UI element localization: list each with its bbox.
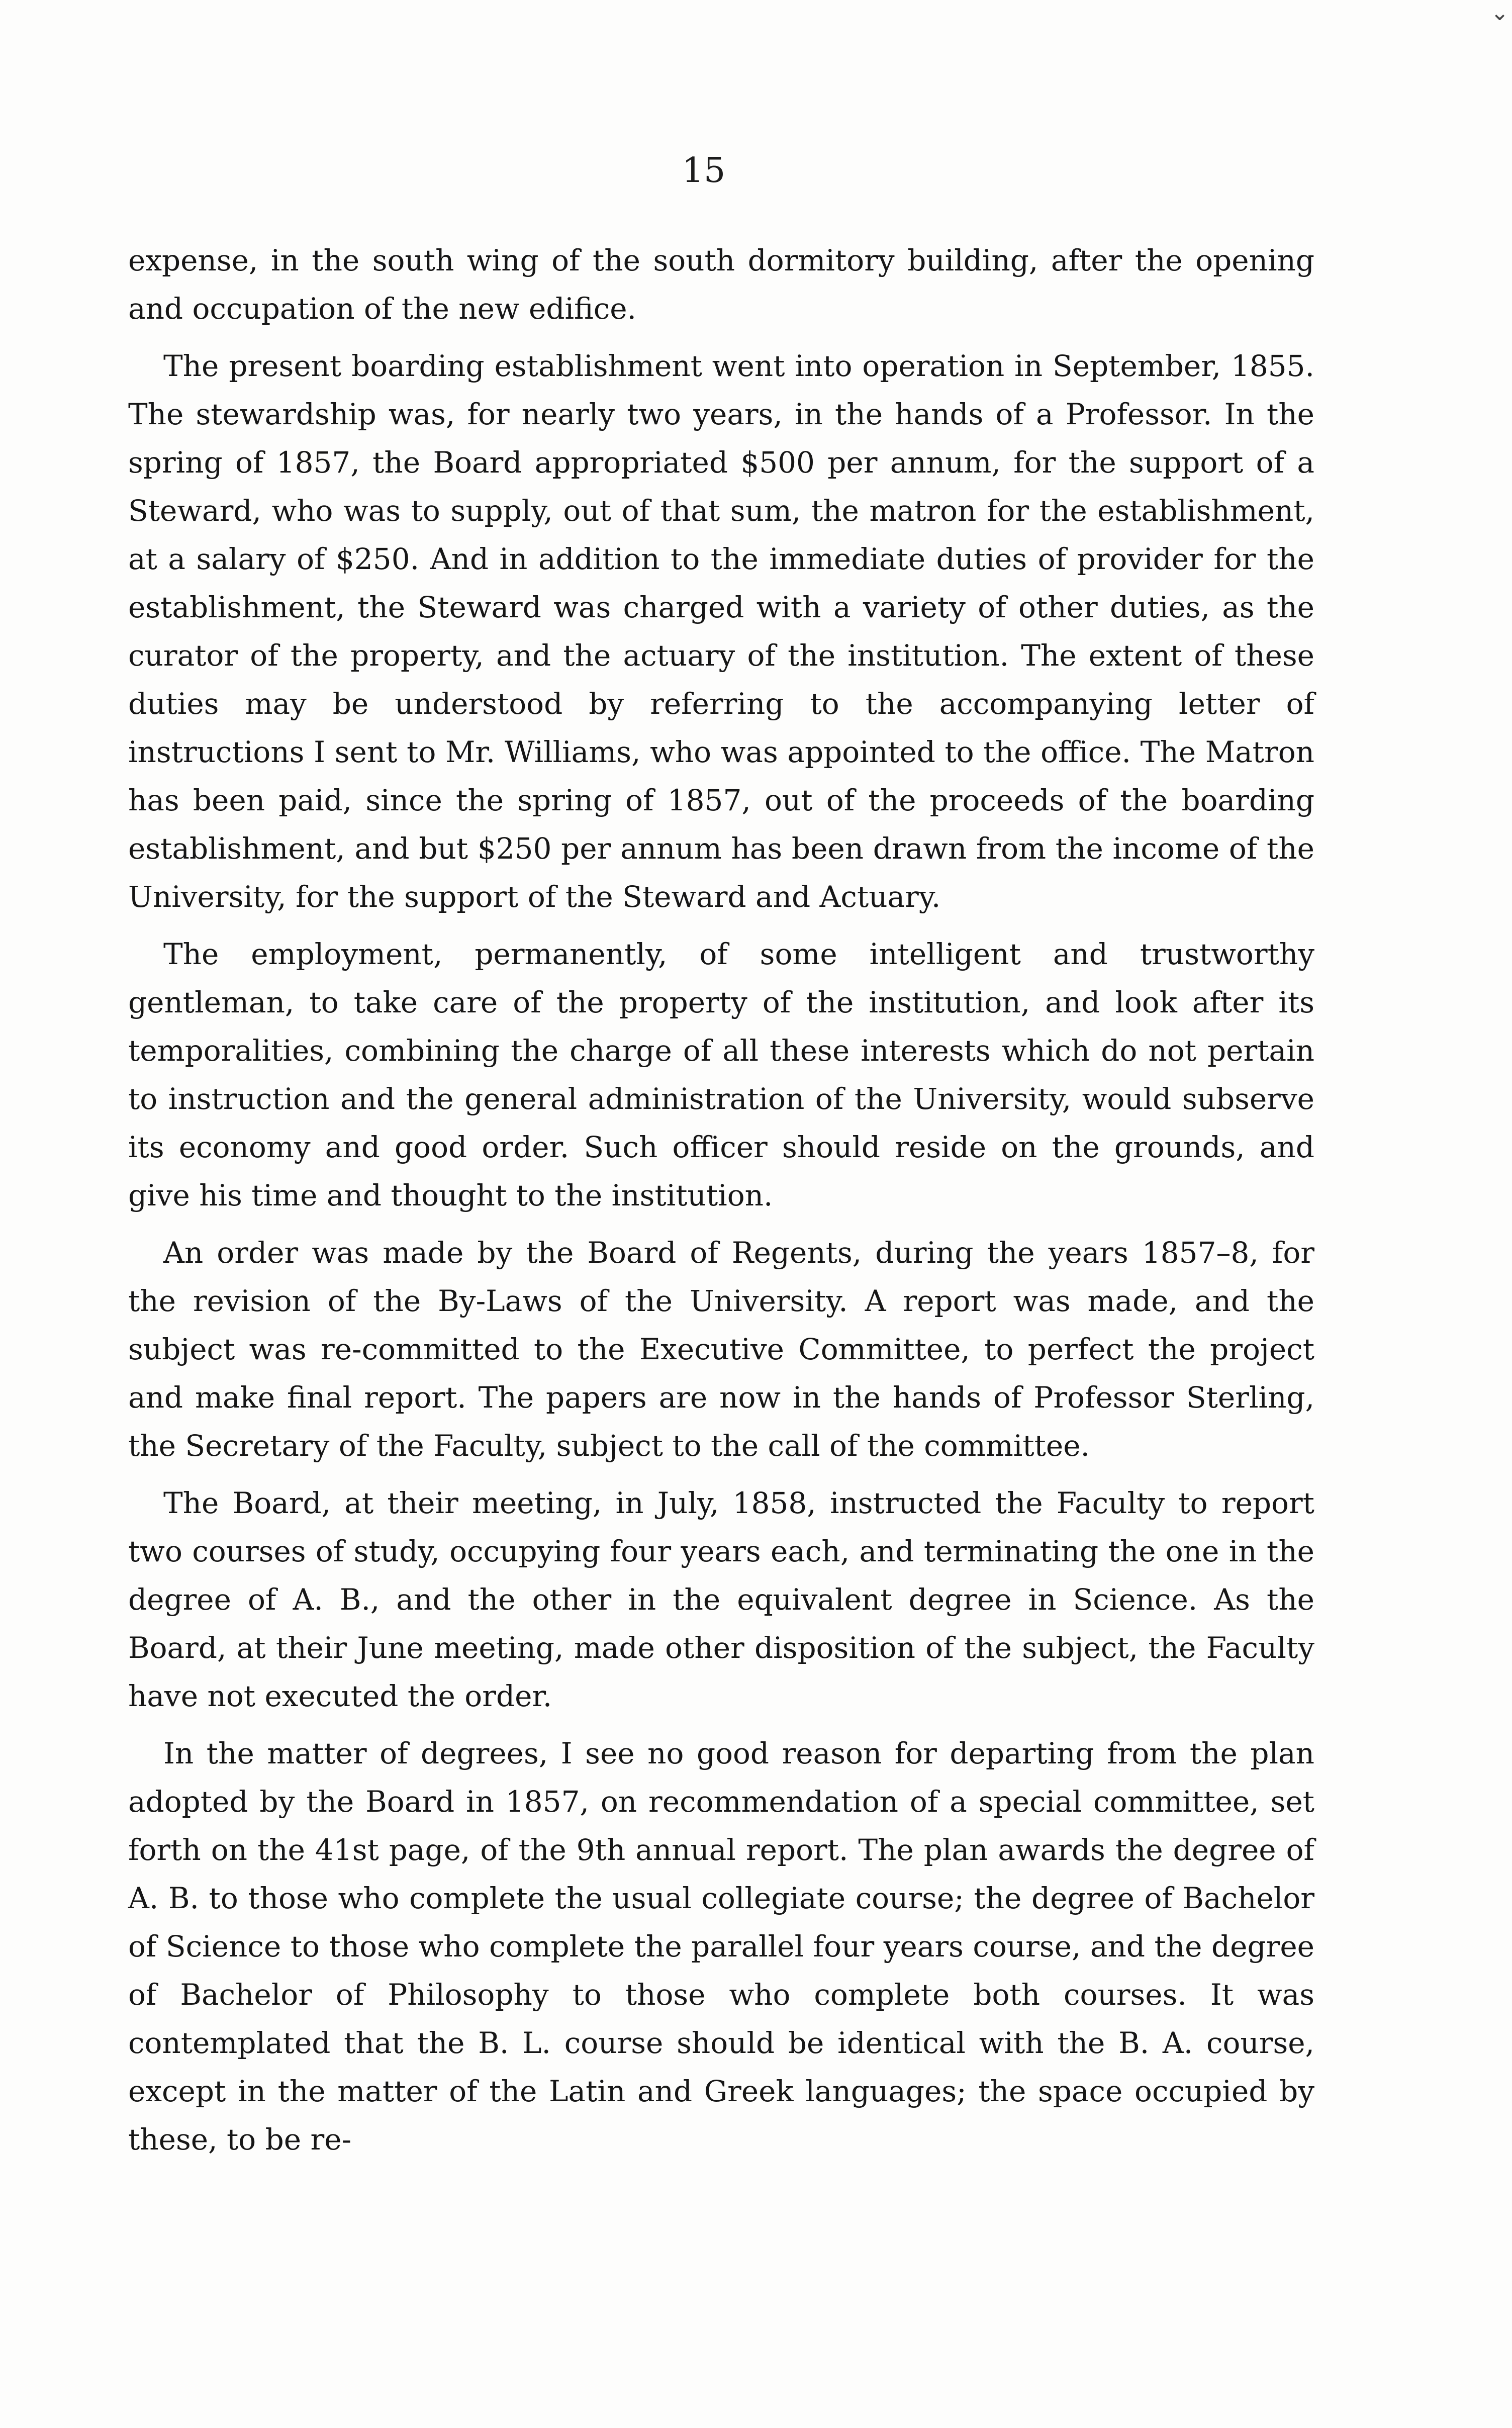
paragraph-2: The present boarding establishment went into operation in September, 1855. The stewardship was, for nearly two years, in the hands of a Professor. In the spring of 1857, the Board appropriated $500 per annum, for the support of a Steward, who was to supply, out of that sum, the matron for the establishment, at a salary of $250. And in addition to the immediate duties of provider for the establishment, the Steward was charged with a variety of other duties, as the curator of the property, and the actuary of the institution. The extent of these duties may be understood by referring to the accompanying letter of instructions I sent to Mr. Williams, who was appointed to the office. The Matron has been paid, since the spring of 1857, out of the proceeds of the boarding establishment, and but $250 per annum has been drawn from the income of the University, for the support of the Steward and Actuary.	[128, 349, 1314, 914]
corner-mark: ⌄	[1490, 0, 1509, 26]
paragraph-6: In the matter of degrees, I see no good reason for departing from the plan adopted by the Board in 1857, on recommendation of a special committee, set forth on the 41st page, of the 9th annual report. The plan awards the degree of A. B. to those who complete the usual collegiate course; the degree of Bachelor of Science to those who complete the parallel four years course, and the degree of Bachelor of Philosophy to those who complete both courses. It was contemplated that the B. L. course should be identical with the B. A. course, except in the matter of the Latin and Greek languages; the space occupied by these, to be re-	[128, 1736, 1314, 2157]
page-number: 15	[682, 151, 726, 191]
paragraph-1: expense, in the south wing of the south dormitory building, after the opening and occupation of the new edifice.	[128, 243, 1314, 326]
paragraph-3: The employment, permanently, of some intelligent and trustworthy gentleman, to take care of the property of the institution, and look after its temporalities, combining the charge of all these interests which do not pertain to instruction and the general administration of the University, would subserve its economy and good order. Such officer should reside on the grounds, and give his time and thought to the institution.	[128, 937, 1314, 1212]
paragraph-5: The Board, at their meeting, in July, 1858, instructed the Faculty to report two courses of study, occupying four years each, and terminating the one in the degree of A. B., and the other in the equivalent degree in Science. As the Board, at their June meeting, made other disposition of the subject, the Faculty have not executed the order.	[128, 1486, 1314, 1713]
paragraph-4: An order was made by the Board of Regents, during the years 1857–8, for the revision of the By-Laws of the University. A report was made, and the subject was re-committed to the Executive Committee, to perfect the project and make final report. The papers are now in the hands of Professor Sterling, the Secretary of the Faculty, subject to the call of the committee.	[128, 1236, 1314, 1463]
body-text	[128, 236, 1314, 2173]
